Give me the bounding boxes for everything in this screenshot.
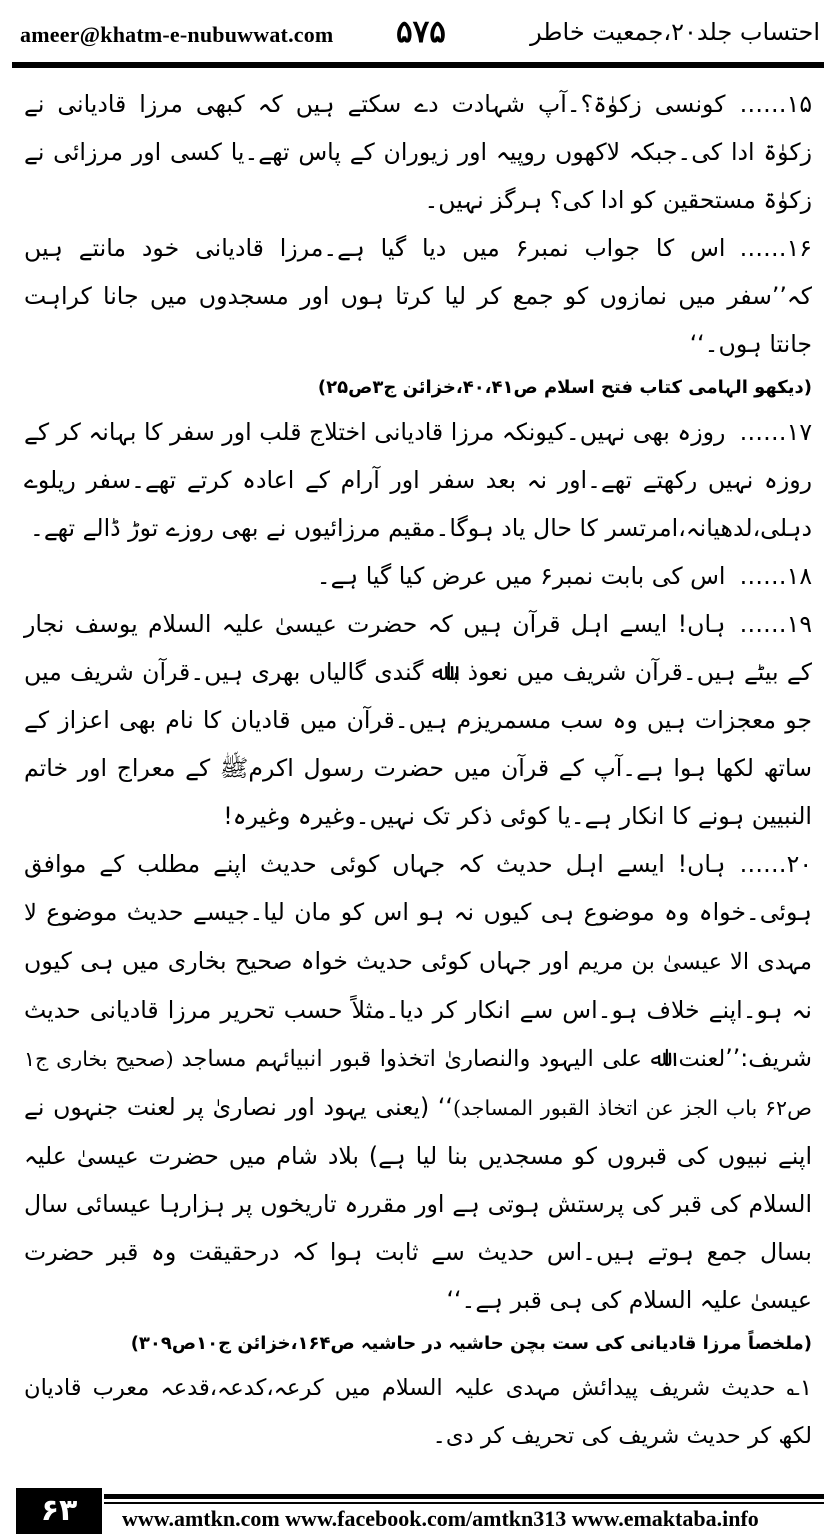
header-title: احتساب جلد۲۰،جمعیت خاطر: [530, 18, 820, 46]
paragraph-text: کونسی زکوٰۃ؟۔آپ شہادت دے سکتے ہیں کہ کبھی مرزا قادیانی نے زکوٰۃ ادا کی۔جبکہ لاکھوں روپیہ اور زیوران کے پاس تھے۔یا کسی اور مرزائی نے زکوٰۃ مستحقین کو ادا کی؟ ہرگز نہیں۔: [24, 90, 812, 214]
paragraph-number: ۱۸……: [739, 562, 812, 590]
arabic-quote: لا مہدی الا عیسیٰ بن مریم: [24, 900, 812, 975]
paragraph-text: روزہ بھی نہیں۔کیونکہ مرزا قادیانی اختلاج قلب اور سفر کا بہانہ کر کے روزہ نہیں رکھتے تھے۔اور نہ بعد سفر اور آرام کے اعادہ کرتے تھے۔سفر ریلوے دہلی،لدھیانہ،امرتسر کا حال یاد ہوگا۔مقیم مرزائیوں نے بھی روزے توڑ ڈالے تھے۔: [24, 418, 812, 542]
paragraph-text: ہاں! ایسے اہل قرآن ہیں کہ حضرت عیسیٰ علیہ السلام یوسف نجار کے بیٹے ہیں۔قرآن شریف میں نعوذ باﷲ گندی گالیاں بھری ہیں۔قرآن شریف میں جو معجزات ہیں وہ سب مسمریزم ہیں۔قرآن میں قادیان کا نام بھی اعزاز کے ساتھ لکھا ہوا ہے۔آپ کے قرآن میں حضرت رسول اکرمﷺ کے معراج اور خاتم النبیین ہونے کا انکار ہے۔یا کوئی ذکر تک نہیں۔وغیرہ وغیرہ!: [24, 610, 812, 830]
paragraph-number: ۲۰……: [739, 850, 812, 878]
page-header: [12, 8, 824, 58]
paragraph-16: [24, 224, 812, 368]
paragraph-text: ہاں! ایسے اہل حدیث کہ جہاں کوئی حدیث اپنے مطلب کے موافق ہوئی۔خواہ وہ موضوع ہی کیوں نہ ہو اس کو مان لیا۔جیسے حدیث موضوع: [24, 850, 812, 926]
paragraph-18: [24, 552, 812, 600]
paragraph-number: ۱۹……: [739, 610, 812, 638]
paragraph-text: ‘‘ (یعنی یہود اور نصاریٰ پر لعنت جنہوں نے اپنے نبیوں کی قبروں کو مسجدیں بنا لیا ہے) بلاد شام میں حضرت عیسیٰ علیہ السلام کی قبر کی پرستش ہوتی ہے اور مقررہ تاریخوں پر ہزارہا عیسائی سال بسال جمع ہوتے ہیں۔اس حدیث سے ثابت ہوا کہ درحقیقت وہ قبر حضرت عیسیٰ علیہ السلام کی ہی قبر ہے۔‘‘: [24, 1093, 812, 1314]
header-rule: [12, 62, 824, 68]
paragraph-number: ۱۵……: [739, 90, 812, 118]
header-email[interactable]: ameer@khatm-e-nubuwwat.com: [20, 22, 334, 47]
paragraph-number: ۱۶……: [739, 234, 812, 262]
paragraph-number: ۱۷……: [739, 418, 812, 446]
paragraph-19: [24, 600, 812, 840]
arabic-hadith: لعنت اﷲ علی الیہود والنصاریٰ اتخذوا قبور انبیائہم مساجد: [181, 1046, 726, 1072]
page-footer: [12, 1488, 824, 1534]
paragraph-17: [24, 408, 812, 552]
paragraph-20: [24, 840, 812, 1324]
footer-rule: [104, 1494, 824, 1499]
reference-citation: (دیکھو الہامی کتاب فتح اسلام ص۴۰،۴۱،خزائن ج۳ص۲۵): [317, 377, 812, 398]
footer-links[interactable]: www.amtkn.com www.facebook.com/amtkn313 www.emaktaba.info: [122, 1506, 759, 1531]
footnote: ۱؎ حدیث شریف پیدائش مہدی علیہ السلام میں کرعہ،کدعہ،قدعہ معرب قادیان لکھ کر حدیث شریف کی تحریف کر دی۔: [24, 1375, 812, 1449]
footer-rule-thin: [104, 1502, 824, 1504]
paragraph-text: اس کا جواب نمبر۶ میں دیا گیا ہے۔مرزا قادیانی خود مانتے ہیں کہ’’سفر میں نمازوں کو جمع کر لیا کرتا ہوں اور مسجدوں میں جانا کراہت جانتا ہوں۔‘‘: [24, 234, 812, 358]
footer-page-number: ۶۳: [16, 1488, 102, 1534]
header-page-number: ۵۷۵: [396, 14, 446, 50]
paragraph-text: اور جہاں کوئی حدیث خواہ صحیح بخاری میں ہی کیوں نہ ہو۔اپنے خلاف ہو۔اس سے انکار کر دیا۔مثلاً حسب تحریر مرزا قادیانی حدیث شریف:’’: [24, 947, 812, 1072]
paragraph-15: [24, 80, 812, 224]
reference-citation: (ملخصاً مرزا قادیانی کی ست بچن حاشیہ در حاشیہ ص۱۶۴،خزائن ج۱۰ص۳۰۹): [130, 1333, 812, 1354]
page-body: [24, 80, 812, 1460]
paragraph-text: اس کی بابت نمبر۶ میں عرض کیا گیا ہے۔: [316, 562, 726, 590]
arabic-hadith-source: (صحیح بخاری ج۱ ص۶۲ باب الجز عن اتخاذ القبور المساجد): [24, 1047, 812, 1120]
